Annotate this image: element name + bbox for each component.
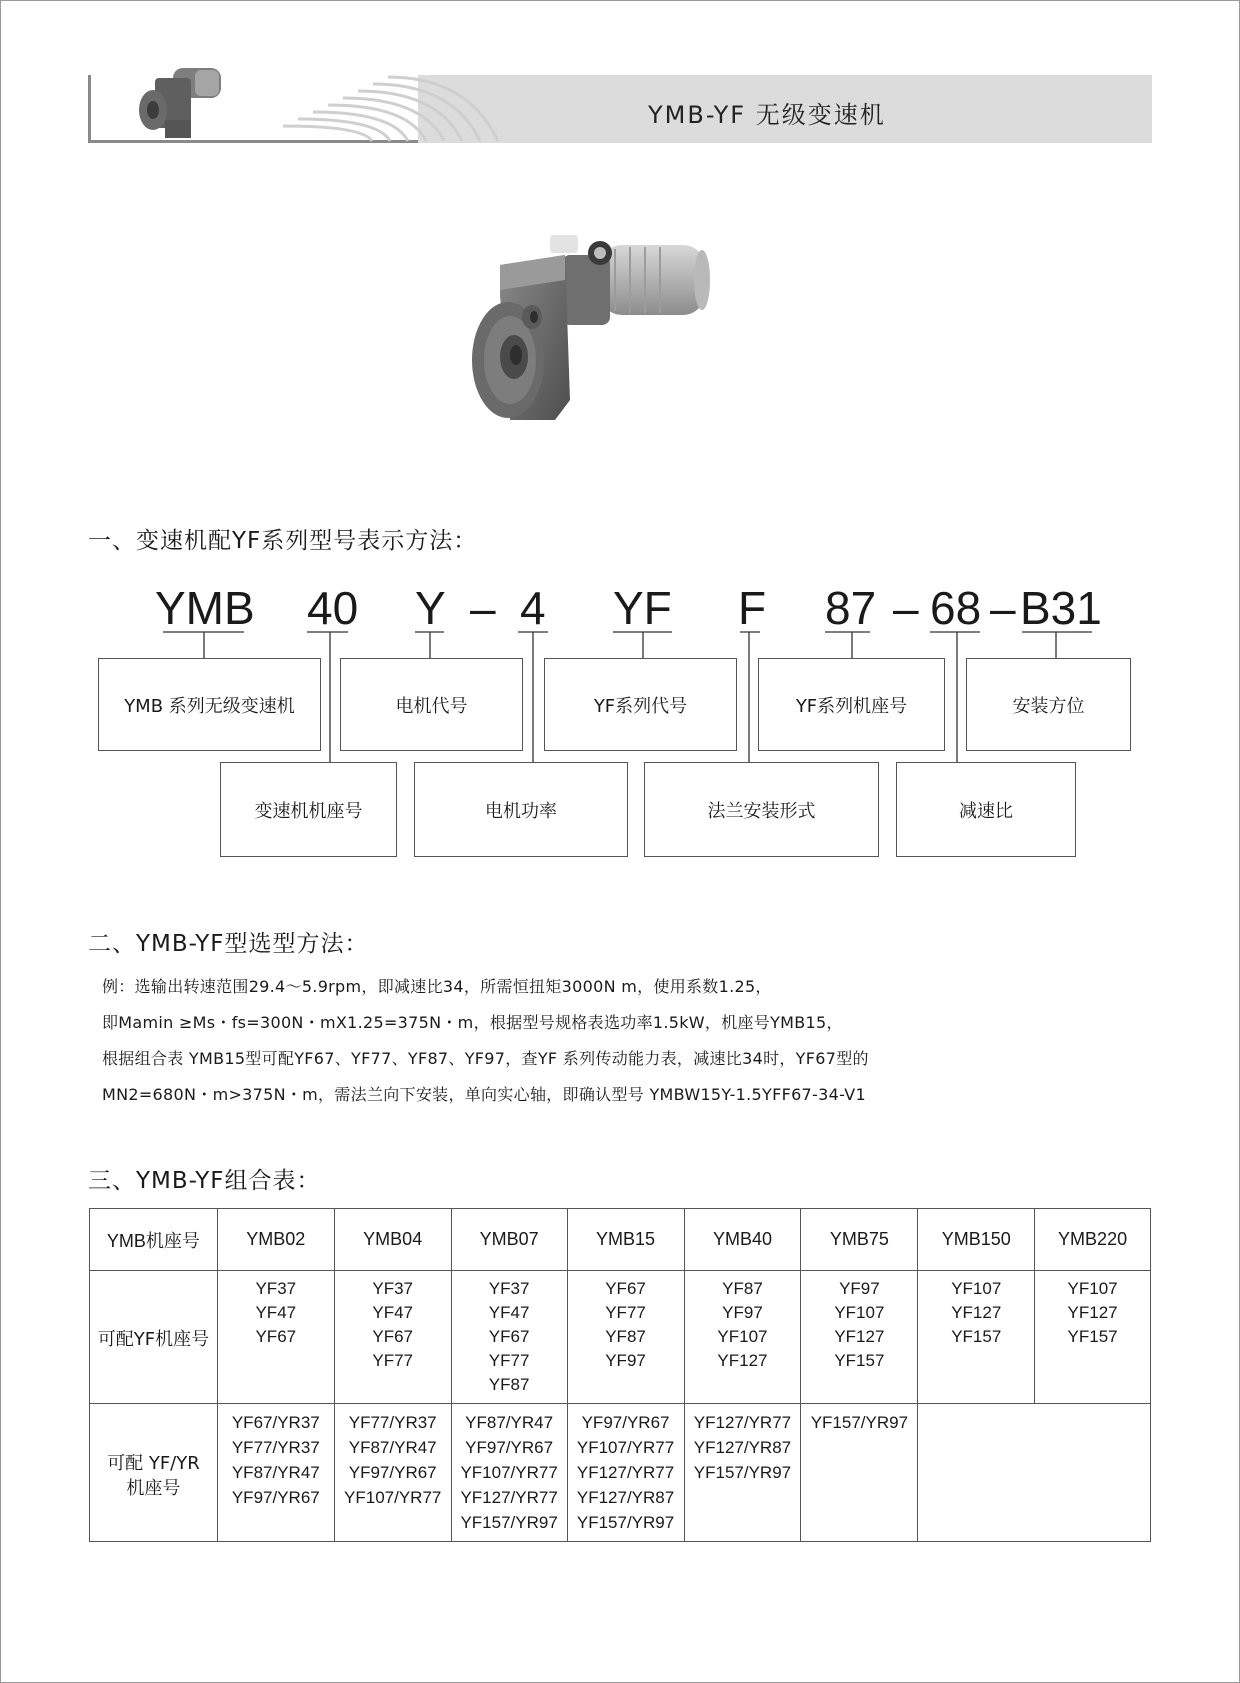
section1-heading: 一、变速机配YF系列型号表示方法： (88, 528, 478, 554)
example-line-3: 根据组合表 YMB15型可配YF67、YF77、YF87、YF97，查YF 系列传动能力表，减速比34时，YF67型的 (102, 1049, 869, 1068)
row-label-line: 可配 YF/YR (107, 1452, 200, 1474)
cell-value: YF97/YR67 (231, 1488, 320, 1507)
cell-value: YF87/YR47 (348, 1438, 437, 1457)
cell-value: YF157 (834, 1351, 885, 1370)
table-header-cell: YMB02 (217, 1209, 334, 1271)
cell-value: YF77 (605, 1303, 646, 1322)
cell-value: YF87/YR47 (231, 1463, 320, 1482)
label-yf-series-code: YF系列代号 (544, 658, 737, 751)
cell-value: YF107 (834, 1303, 885, 1322)
code-part-87: 87 (825, 582, 877, 634)
table-row-label (90, 1404, 218, 1542)
cell-value: YF47 (255, 1303, 297, 1322)
cell-value: YF77 (488, 1351, 530, 1370)
code-part-y: Y (415, 582, 446, 634)
label-ymb-series: YMB 系列无级变速机 (98, 658, 321, 751)
label-motor-code: 电机代号 (340, 658, 523, 751)
table-cell (684, 1271, 801, 1404)
cell-value: YF127/YR77 (693, 1413, 792, 1432)
label-reduction-ratio: 减速比 (896, 762, 1076, 857)
table-cell (684, 1404, 801, 1542)
code-part-b31: B31 (1020, 582, 1102, 634)
cell-value: YF107 (1067, 1279, 1118, 1298)
cell-value: YF77/YR37 (231, 1438, 320, 1457)
cell-value: YF157 (1067, 1327, 1118, 1346)
cell-value: YF47 (372, 1303, 414, 1322)
label-mounting-position: 安装方位 (966, 658, 1131, 751)
cell-value: YF47 (488, 1303, 530, 1322)
cell-value: YF77 (372, 1351, 414, 1370)
cell-value: YF107 (951, 1279, 1002, 1298)
table-cell (567, 1404, 684, 1542)
cell-value: YF157/YR97 (460, 1513, 558, 1532)
combination-table (89, 1208, 1151, 1542)
table-row-yf-yr-frames (90, 1404, 1151, 1542)
row-label-line: 机座号 (126, 1477, 181, 1499)
table-cell (1035, 1271, 1151, 1404)
table-header-cell: YMB150 (918, 1209, 1035, 1271)
label-motor-power: 电机功率 (414, 762, 628, 857)
cell-value: YF87 (605, 1327, 646, 1346)
section2-heading: 二、YMB-YF型选型方法： (88, 931, 369, 957)
table-cell (334, 1271, 451, 1404)
table-cell (451, 1404, 567, 1542)
cell-value: YF107 (717, 1327, 768, 1346)
cell-value: YF87/YR47 (465, 1413, 554, 1432)
table-header-cell: YMB07 (451, 1209, 567, 1271)
cell-value: YF97 (605, 1351, 646, 1370)
cell-value: YF157/YR97 (810, 1413, 909, 1432)
code-part-68: 68 (930, 582, 982, 634)
code-part-f: F (738, 582, 767, 634)
cell-value: YF127/YR77 (576, 1463, 675, 1482)
table-cell (918, 1271, 1035, 1404)
table-row-label: 可配YF机座号 (90, 1271, 218, 1404)
table-cell (217, 1404, 334, 1542)
cell-value: YF67 (605, 1279, 646, 1298)
example-line-1: 例：选输出转速范围29.4～5.9rpm，即减速比34，所需恒扭矩3000N m，使用系数1.25， (102, 977, 772, 996)
gearmotor-thumbnail-image (135, 58, 225, 143)
cell-value: YF157 (951, 1327, 1002, 1346)
table-cell-empty (918, 1404, 1151, 1542)
table-header-cell: YMB75 (801, 1209, 918, 1271)
table-header-row (90, 1209, 1151, 1271)
code-part-4: 4 (520, 582, 546, 634)
cell-value: YF67 (488, 1327, 530, 1346)
cell-value: YF37 (488, 1279, 530, 1298)
cell-value: YF37 (255, 1279, 297, 1298)
header-stripes-decoration (268, 75, 518, 143)
cell-value: YF97/YR67 (465, 1438, 554, 1457)
cell-value: YF77/YR37 (348, 1413, 437, 1432)
table-cell (217, 1271, 334, 1404)
cell-value: YF127 (1067, 1303, 1118, 1322)
page-title: YMB-YF 无级变速机 (648, 101, 886, 129)
cell-value: YF87 (722, 1279, 763, 1298)
cell-value: YF127 (834, 1327, 885, 1346)
table-cell (567, 1271, 684, 1404)
cell-value: YF157/YR97 (576, 1513, 675, 1532)
code-part-yf: YF (613, 582, 672, 634)
table-header-cell: YMB40 (684, 1209, 801, 1271)
cell-value: YF157/YR97 (693, 1463, 792, 1482)
cell-value: YF87 (488, 1375, 530, 1394)
cell-value: YF97 (722, 1303, 763, 1322)
cell-value: YF97/YR67 (581, 1413, 670, 1432)
code-part-dash-2: – (893, 582, 919, 634)
label-yf-frame-size: YF系列机座号 (758, 658, 945, 751)
table-header-cell: YMB220 (1035, 1209, 1151, 1271)
cell-value: YF127/YR87 (693, 1438, 792, 1457)
cell-value: YF37 (372, 1279, 414, 1298)
example-line-4: MN2=680N・m>375N・m，需法兰向下安装，单向实心轴，即确认型号 YMBW15Y-1.5YFF67-34-V1 (102, 1085, 866, 1104)
example-line-2: 即Mamin ≥Ms・fs=300N・mX1.25=375N・m，根据型号规格表选功率1.5kW，机座号YMB15， (102, 1013, 843, 1032)
cell-value: YF67/YR37 (231, 1413, 320, 1432)
table-cell (801, 1271, 918, 1404)
cell-value: YF107/YR77 (460, 1463, 558, 1482)
cell-value: YF127/YR77 (460, 1488, 558, 1507)
cell-value: YF67 (255, 1327, 297, 1346)
code-part-40: 40 (307, 582, 359, 634)
table-header-cell: YMB15 (567, 1209, 684, 1271)
section3-heading: 三、YMB-YF组合表： (88, 1168, 321, 1194)
cell-value: YF127 (951, 1303, 1002, 1322)
table-cell (334, 1404, 451, 1542)
code-part-dash-1: – (470, 582, 496, 634)
table-cell (451, 1271, 567, 1404)
page-header (88, 75, 1152, 143)
cell-value: YF97 (839, 1279, 880, 1298)
table-header-cell: YMB机座号 (90, 1209, 218, 1271)
table-cell (801, 1404, 918, 1542)
table-row-yf-frames (90, 1271, 1151, 1404)
code-part-dash-3: – (990, 582, 1016, 634)
gearmotor-product-image (470, 235, 710, 455)
cell-value: YF97/YR67 (348, 1463, 437, 1482)
cell-value: YF107/YR77 (576, 1438, 675, 1457)
cell-value: YF67 (372, 1327, 414, 1346)
code-part-ymb: YMB (155, 582, 255, 634)
cell-value: YF107/YR77 (344, 1488, 442, 1507)
cell-value: YF127 (717, 1351, 768, 1370)
cell-value: YF127/YR87 (576, 1488, 675, 1507)
label-variator-frame-size: 变速机机座号 (220, 762, 397, 857)
table-header-cell: YMB04 (334, 1209, 451, 1271)
label-flange-mounting: 法兰安装形式 (644, 762, 879, 857)
